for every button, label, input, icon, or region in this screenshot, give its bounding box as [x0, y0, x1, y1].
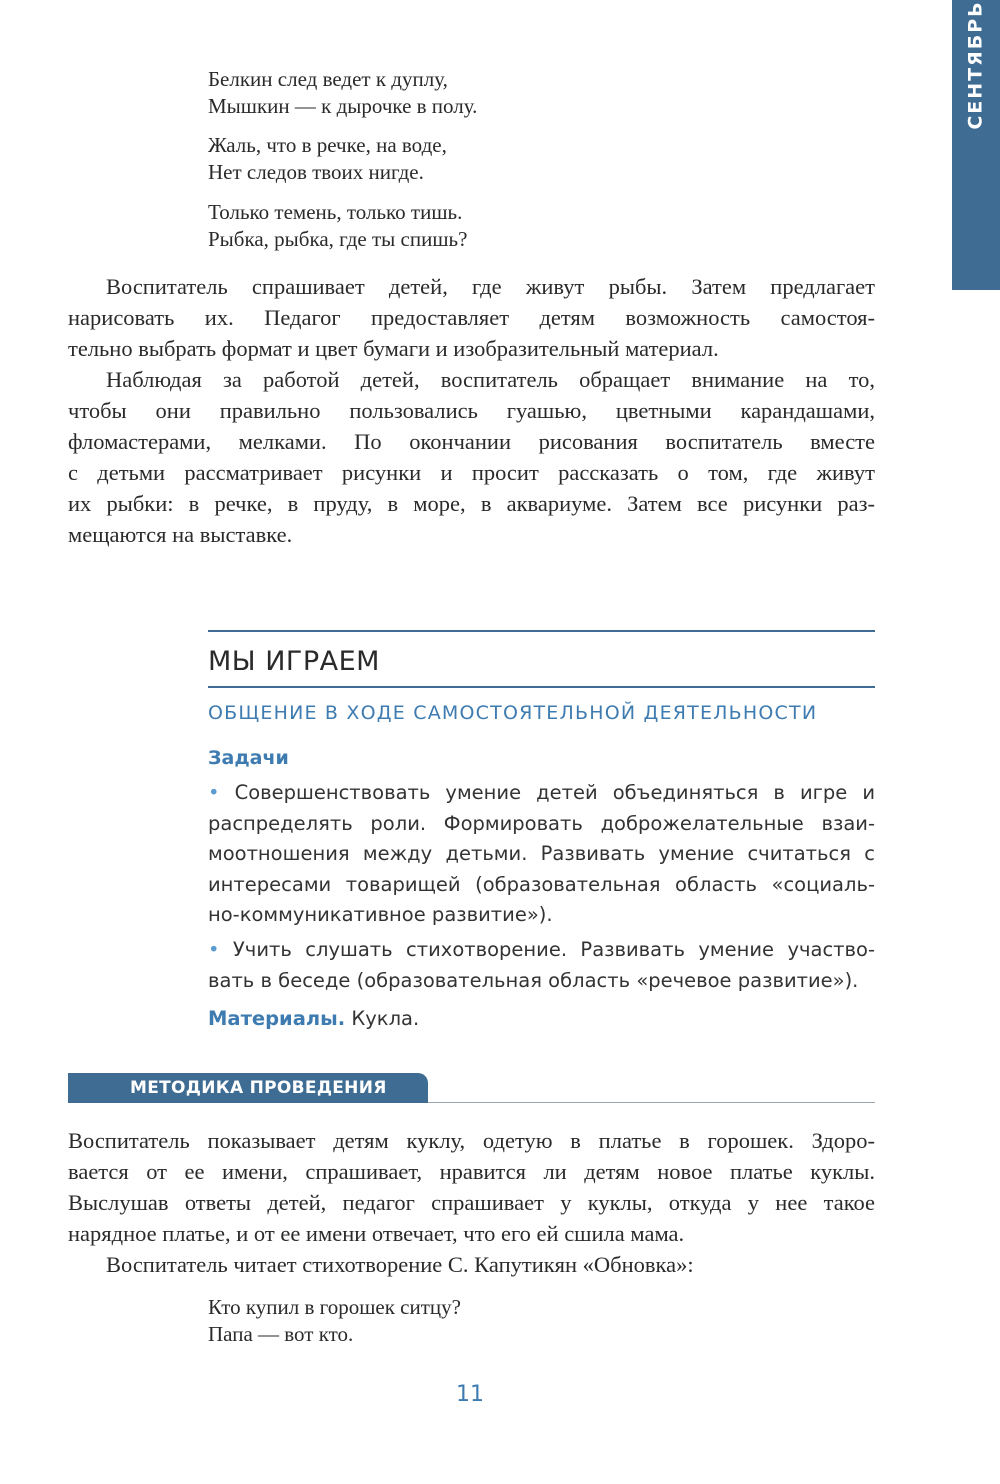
poem-line: Только темень, только тишь.	[208, 200, 463, 224]
bullet-icon: •	[208, 938, 220, 961]
materials-label: Материалы.	[208, 1007, 346, 1030]
text-line: интересами товарищей (образовательная область «социаль-	[208, 872, 875, 896]
bullet-icon: •	[208, 781, 220, 804]
paragraph-4	[68, 1249, 875, 1280]
text-line: Воспитатель спрашивает детей, где живут рыбы. Затем предлагает	[106, 274, 875, 299]
section-subtitle: ОБЩЕНИЕ В ХОДЕ САМОСТОЯТЕЛЬНОЙ ДЕЯТЕЛЬНОСТИ	[208, 702, 818, 724]
poem-line: Папа — вот кто.	[208, 1322, 354, 1346]
page-number: 11	[456, 1382, 484, 1407]
text-line: Наблюдая за работой детей, воспитатель обращает внимание на то,	[106, 367, 875, 392]
text-line: нарисовать их. Педагог предоставляет детям возможность самостоя-	[68, 305, 875, 330]
poem-stanza-1	[208, 66, 477, 120]
paragraph-1	[68, 271, 875, 364]
poem-line: Белкин след ведет к дуплу,	[208, 67, 448, 91]
poem-line: Нет следов твоих нигде.	[208, 160, 424, 184]
task-item-2	[208, 935, 875, 996]
section-title-rule	[208, 686, 875, 688]
text-line: вать в беседе (образовательная область «речевое развитие»).	[208, 968, 859, 992]
section-title: МЫ ИГРАЕМ	[208, 646, 380, 677]
month-label: СЕНТЯБРЬ	[965, 0, 987, 130]
text-line: мещаются на выставке.	[68, 522, 293, 547]
materials-value: Кукла.	[351, 1007, 420, 1030]
text-line: Воспитатель читает стихотворение С. Капутикян «Обновка»:	[106, 1252, 694, 1277]
text-line: чтобы они правильно пользовались гуашью, цветными карандашами,	[68, 398, 875, 423]
text-line: Выслушав ответы детей, педагог спрашивает у куклы, откуда у нее такое	[68, 1190, 875, 1215]
poem-bottom	[208, 1294, 461, 1348]
text-line: Совершенствовать умение детей объединяться в игре и	[234, 781, 876, 804]
poem-line: Мышкин — к дырочке в полу.	[208, 94, 478, 118]
text-line: фломастерами, мелками. По окончании рисования воспитатель вместе	[68, 429, 875, 454]
text-line: нарядное платье, и от ее имени отвечает, что его ей сшила мама.	[68, 1221, 685, 1246]
text-line: распределять роли. Формировать доброжелательные взаи-	[208, 811, 875, 835]
paragraph-2	[68, 364, 875, 550]
tasks-heading: Задачи	[208, 747, 289, 769]
text-line: вается от ее имени, спрашивает, нравится ли детям новое платье куклы.	[68, 1159, 875, 1184]
poem-line: Рыбка, рыбка, где ты спишь?	[208, 227, 468, 251]
poem-stanza-3	[208, 199, 467, 253]
text-line: с детьми рассматривает рисунки и просит рассказать о том, где живут	[68, 460, 875, 485]
section-top-rule	[208, 630, 875, 632]
poem-stanza-2	[208, 132, 447, 186]
side-tab-label	[952, 0, 1000, 290]
text-line: их рыбки: в речке, в пруду, в море, в аквариуме. Затем все рисунки раз-	[68, 491, 875, 516]
method-rule	[428, 1102, 875, 1103]
text-line: моотношения между детьми. Развивать умение считаться с	[208, 842, 875, 865]
text-line: но-коммуникативное развитие»).	[208, 903, 553, 926]
text-line: Учить слушать стихотворение. Развивать умение участво-	[232, 938, 875, 961]
text-line: тельно выбрать формат и цвет бумаги и изобразительный материал.	[68, 336, 719, 361]
poem-line: Кто купил в горошек ситцу?	[208, 1295, 461, 1319]
poem-line: Жаль, что в речке, на воде,	[208, 133, 447, 157]
method-label: МЕТОДИКА ПРОВЕДЕНИЯ	[130, 1078, 387, 1098]
text-line: Воспитатель показывает детям куклу, одетую в платье в горошек. Здоро-	[68, 1128, 875, 1153]
paragraph-3	[68, 1125, 875, 1249]
materials	[208, 1007, 419, 1030]
task-item-1	[208, 778, 875, 931]
